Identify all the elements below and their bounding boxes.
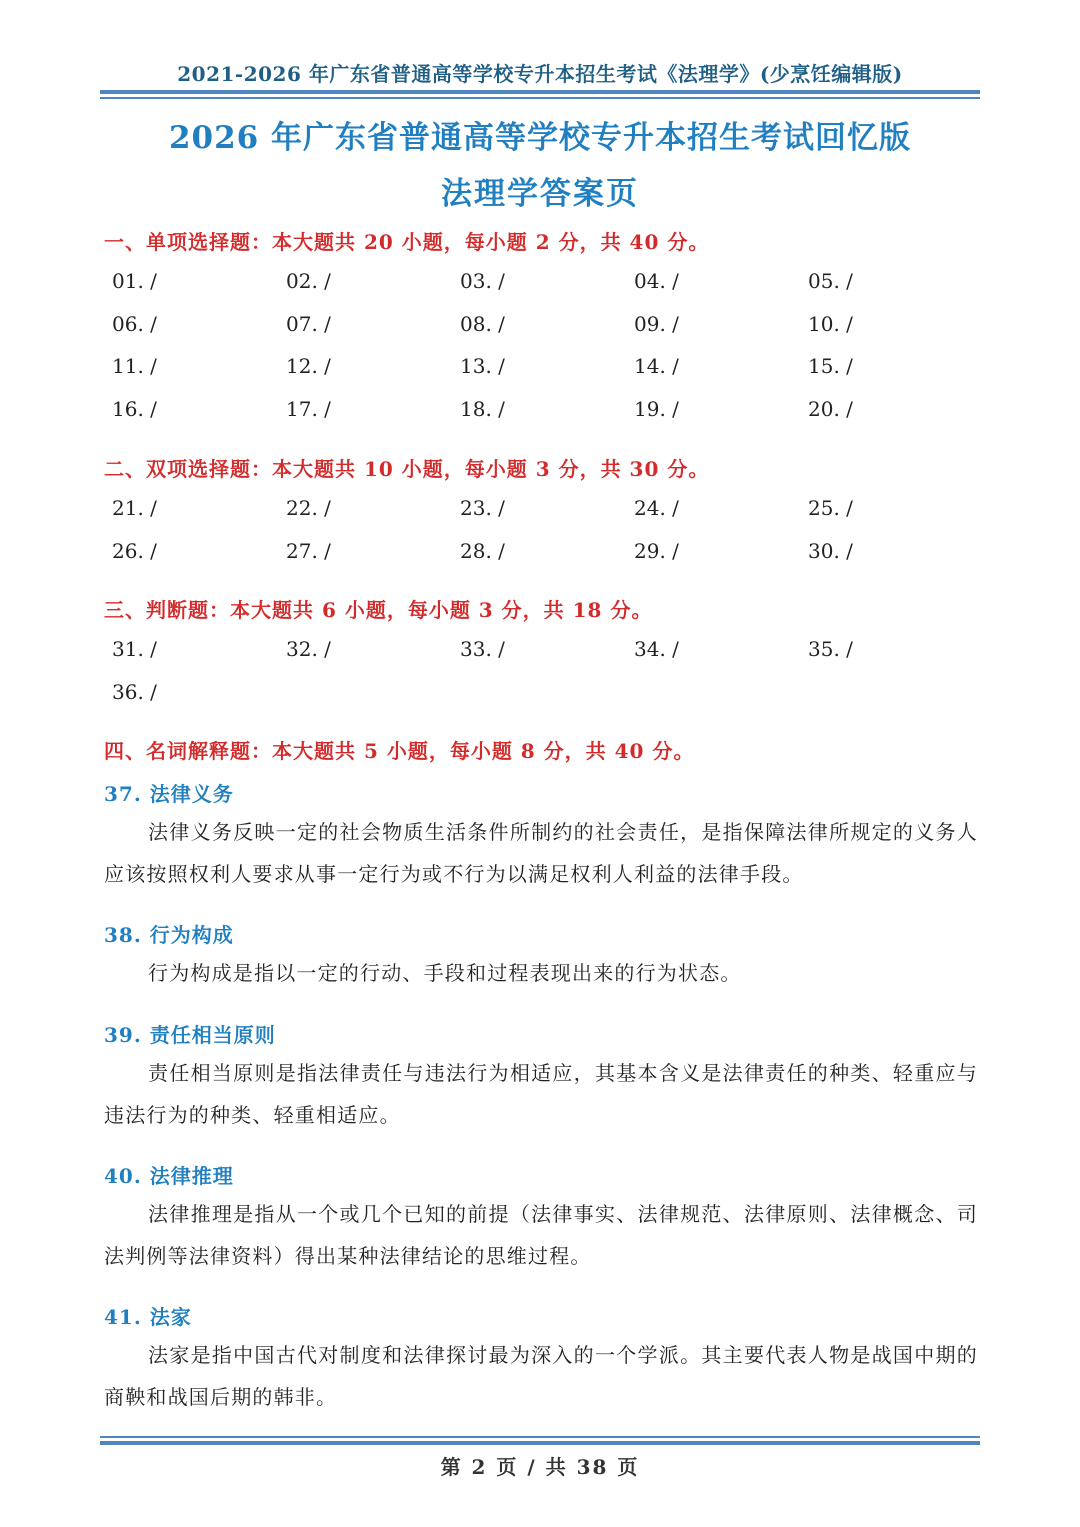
answer-cell: 12. /: [286, 354, 331, 378]
answer-row: [112, 353, 982, 396]
answer-cell: 19. /: [634, 396, 679, 421]
answer-cell: 36. /: [112, 679, 157, 704]
page-title: 2026 年广东省普通高等学校专升本招生考试回忆版: [168, 120, 912, 156]
answer-cell: 02. /: [286, 269, 331, 293]
answer-row: [112, 311, 982, 354]
answer-cell: 05. /: [808, 269, 853, 293]
answer-cell: 15. /: [808, 354, 853, 378]
answer-cell: 07. /: [286, 311, 331, 336]
answer-cell: 18. /: [460, 396, 505, 421]
running-header: 2021-2026 年广东省普通高等学校专升本招生考试《法理学》(少烹饪编辑版): [177, 62, 903, 86]
answer-grid-single-choice: [112, 268, 982, 438]
answer-cell: 25. /: [808, 496, 853, 520]
answer-cell: 16. /: [112, 396, 157, 421]
answer-cell: 26. /: [112, 538, 157, 563]
answer-row: [112, 396, 982, 439]
page-subtitle: 法理学答案页: [441, 176, 639, 212]
answer-cell: 06. /: [112, 311, 157, 336]
section-heading-term-definition: 四、名词解释题：本大题共 5 小题，每小题 8 分，共 40 分。: [104, 739, 695, 763]
answer-row: [112, 636, 982, 679]
answer-row: [112, 495, 982, 538]
answer-cell: 29. /: [634, 538, 679, 563]
term-title: 41. 法家: [104, 1305, 192, 1329]
answer-cell: 04. /: [634, 269, 679, 293]
page-number: 第 2 页 / 共 38 页: [440, 1455, 640, 1479]
term-title: 40. 法律推理: [104, 1164, 234, 1188]
answer-cell: 35. /: [808, 637, 853, 661]
answer-cell: 24. /: [634, 496, 679, 520]
term-definition: 责任相当原则是指法律责任与违法行为相适应，其基本含义是法律责任的种类、轻重应与违法行为的种类、轻重相适应。: [104, 1061, 978, 1127]
section-heading-double-choice: 二、双项选择题：本大题共 10 小题，每小题 3 分，共 30 分。: [104, 457, 710, 481]
answer-cell: 17. /: [286, 396, 331, 421]
answer-cell: 20. /: [808, 396, 853, 421]
answer-cell: 27. /: [286, 538, 331, 563]
header-divider: [100, 90, 980, 99]
answer-row: [112, 538, 982, 581]
term-title: 37. 法律义务: [104, 782, 234, 806]
answer-cell: 33. /: [460, 637, 505, 661]
answer-cell: 23. /: [460, 496, 505, 520]
answer-cell: 22. /: [286, 496, 331, 520]
answer-grid-double-choice: [112, 495, 982, 580]
footer-divider: [100, 1436, 980, 1445]
answer-cell: 32. /: [286, 637, 331, 661]
answer-cell: 08. /: [460, 311, 505, 336]
section-heading-true-false: 三、判断题：本大题共 6 小题，每小题 3 分，共 18 分。: [104, 598, 653, 622]
answer-cell: 13. /: [460, 354, 505, 378]
answer-cell: 10. /: [808, 311, 853, 336]
answer-cell: 31. /: [112, 637, 157, 661]
section-heading-single-choice: 一、单项选择题：本大题共 20 小题，每小题 2 分，共 40 分。: [104, 230, 710, 254]
answer-cell: 28. /: [460, 538, 505, 563]
term-title: 39. 责任相当原则: [104, 1023, 276, 1047]
term-definition: 法律推理是指从一个或几个已知的前提（法律事实、法律规范、法律原则、法律概念、司法判例等法律资料）得出某种法律结论的思维过程。: [104, 1202, 978, 1268]
answer-cell: 34. /: [634, 637, 679, 661]
answer-cell: 09. /: [634, 311, 679, 336]
answer-cell: 11. /: [112, 354, 157, 378]
term-definition: 法律义务反映一定的社会物质生活条件所制约的社会责任，是指保障法律所规定的义务人应该按照权利人要求从事一定行为或不行为以满足权利人利益的法律手段。: [104, 820, 978, 886]
answer-cell: 03. /: [460, 269, 505, 293]
term-definition: 法家是指中国古代对制度和法律探讨最为深入的一个学派。其主要代表人物是战国中期的商鞅和战国后期的韩非。: [104, 1343, 978, 1409]
answer-cell: 01. /: [112, 269, 157, 293]
answer-grid-true-false: [112, 636, 982, 721]
answer-cell: 21. /: [112, 496, 157, 520]
answer-cell: 14. /: [634, 354, 679, 378]
answer-cell: 30. /: [808, 538, 853, 563]
answer-row: [112, 268, 982, 311]
term-definition: 行为构成是指以一定的行动、手段和过程表现出来的行为状态。: [148, 961, 742, 985]
answer-row: [112, 679, 982, 722]
term-title: 38. 行为构成: [104, 923, 234, 947]
